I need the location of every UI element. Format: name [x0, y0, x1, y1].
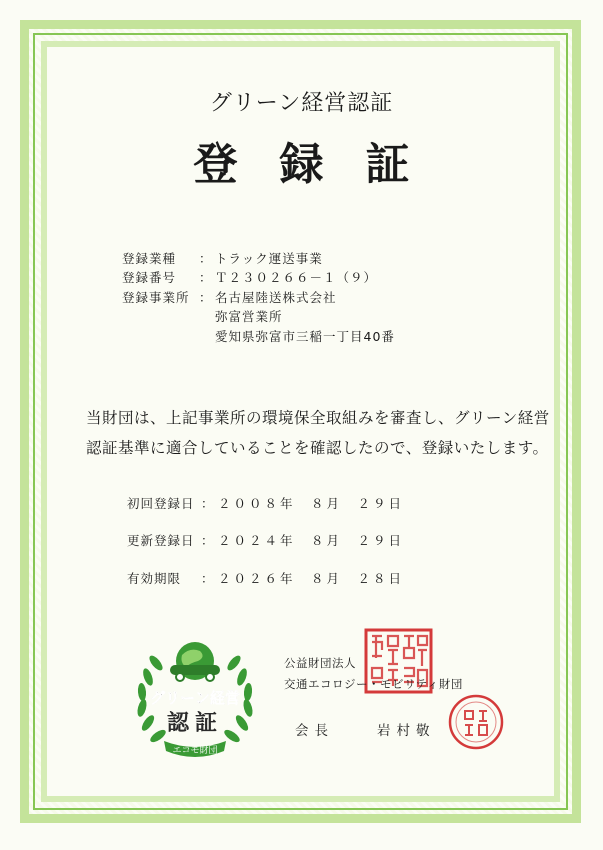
field-label-industry: 登録業種 — [122, 251, 177, 266]
date-label-renewal: 更新登録日 — [127, 533, 195, 548]
date-value-expiry: ２０２６年 ８月 ２８日 — [218, 571, 405, 586]
statement-line-2: 認証基準に適合していることを確認したので、登録いたします。 — [86, 439, 549, 457]
certificate-title: 登録証 — [193, 139, 452, 190]
logo-ribbon-text: エコモ財団 — [172, 746, 218, 756]
president-title: 会長 — [295, 723, 334, 739]
date-colon: ： — [201, 533, 214, 548]
date-colon: ： — [201, 571, 214, 586]
president-name: 岩村敬 — [377, 723, 436, 739]
field-value-number: Ｔ２３０２６６－１（９） — [215, 270, 378, 285]
field-colon: ： — [199, 290, 213, 305]
date-value-renewal: ２０２４年 ８月 ２９日 — [218, 533, 405, 548]
field-colon: ： — [199, 270, 213, 285]
field-value-office-address: 愛知県弥富市三稲一丁目40番 — [215, 329, 395, 344]
field-colon: ： — [199, 251, 213, 266]
field-value-office-name: 弥富営業所 — [215, 309, 283, 324]
statement-line-1: 当財団は、上記事業所の環境保全取組みを審査し、グリーン経営 — [86, 409, 550, 427]
field-value-company: 名古屋陸送株式会社 — [215, 290, 337, 305]
green-management-logo — [120, 617, 270, 762]
certificate-subtitle: グリーン経営認証 — [209, 91, 394, 116]
issuer-org-type: 公益財団法人 — [284, 656, 356, 670]
date-value-initial: ２００８年 ８月 ２９日 — [218, 496, 405, 511]
date-label-initial: 初回登録日 — [127, 496, 195, 511]
logo-name: グリーン経営 — [150, 689, 240, 707]
field-label-number: 登録番号 — [122, 270, 177, 285]
globe-car-icon — [170, 642, 220, 681]
field-value-industry: トラック運送事業 — [215, 251, 323, 266]
field-label-office: 登録事業所 — [122, 290, 190, 305]
issuer-org-name: 交通エコロジー・モビリティ財団 — [284, 677, 463, 691]
date-colon: ： — [201, 496, 214, 511]
logo-mark: 認証 — [166, 711, 224, 736]
round-seal-stamp — [447, 693, 505, 751]
date-label-expiry: 有効期限 — [127, 571, 182, 586]
